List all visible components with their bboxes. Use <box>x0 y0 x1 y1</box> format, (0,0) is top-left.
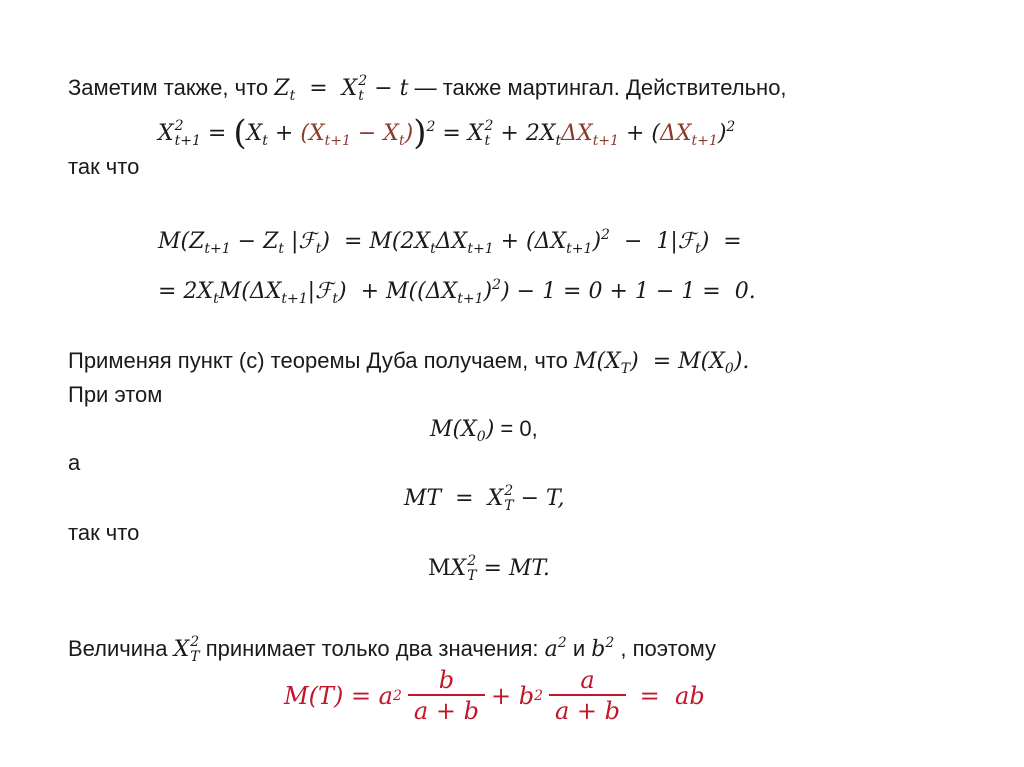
formula-mt: MT = X T 2 − T, <box>404 483 565 514</box>
formula-b2: $b^2$ <box>591 635 615 662</box>
formula-result: M(T) = a 2 $\frac{b}{a + b}$ + b 2 $\frac{a}{a + b}$ = ab <box>284 666 705 725</box>
fraction-a-over-a-plus-b: $\frac{a}{a + b}$ <box>549 666 626 726</box>
formula-mxt2: MX T 2 = MT. <box>428 553 550 584</box>
final-prefix: Величина <box>68 636 168 661</box>
final-middle: принимает только два значения: <box>205 636 539 661</box>
intro-line <box>68 74 787 109</box>
formula-doob: $M(X_T) = M(X_0)$. <box>574 349 750 377</box>
formula-square-expansion: X t+1 2 = $(X_t + (X_{t+1} - X_t))^2 = X$ t 2 + $2X_t\Delta X_{t+1} + (\Delta X_{t+1})^2$ <box>158 113 736 153</box>
intro-suffix: — также мартингал. Действительно, <box>414 75 787 100</box>
intro-prefix: Заметим также, что <box>68 75 269 100</box>
formula-zt-def: $Z_t = X$ t 2 − t <box>274 73 409 104</box>
final-line <box>68 630 716 665</box>
at-this-label: При этом <box>68 382 163 407</box>
fraction-b-over-a-plus-b: $\frac{b}{a + b}$ <box>408 666 485 726</box>
final-suffix: , поэтому <box>620 636 716 661</box>
formula-mx0: $M(X_0)$ <box>430 417 495 445</box>
so-that-label-2: так что <box>68 520 140 545</box>
formula-cond-expectation-1: $M(Z_{t+1} - Z_t$ |ℱ$_t$) = $M(2X_t\Delta X_{t+1} + (\Delta X_{t+1})^2$ − 1|ℱ$_t$) = <box>158 227 742 257</box>
formula-mx0-line <box>430 416 538 450</box>
final-and: и <box>572 636 586 661</box>
formula-cond-expectation-2: = $2X_tM(\Delta X_{t+1}|ℱ_t) + M((\Delta X_{t+1})^2) - 1 = 0 + 1 - 1 = 0$. <box>158 277 756 307</box>
mx0-value: = 0, <box>500 416 538 441</box>
so-that-label-1: так что <box>68 154 140 179</box>
doob-text: Применяя пункт (c) теоремы Дуба получаем, что <box>68 348 568 373</box>
formula-a2: $a^2$ <box>544 635 567 662</box>
doob-line <box>68 348 749 382</box>
and-label: а <box>68 450 81 475</box>
formula-xt2: X T 2 <box>173 634 200 665</box>
